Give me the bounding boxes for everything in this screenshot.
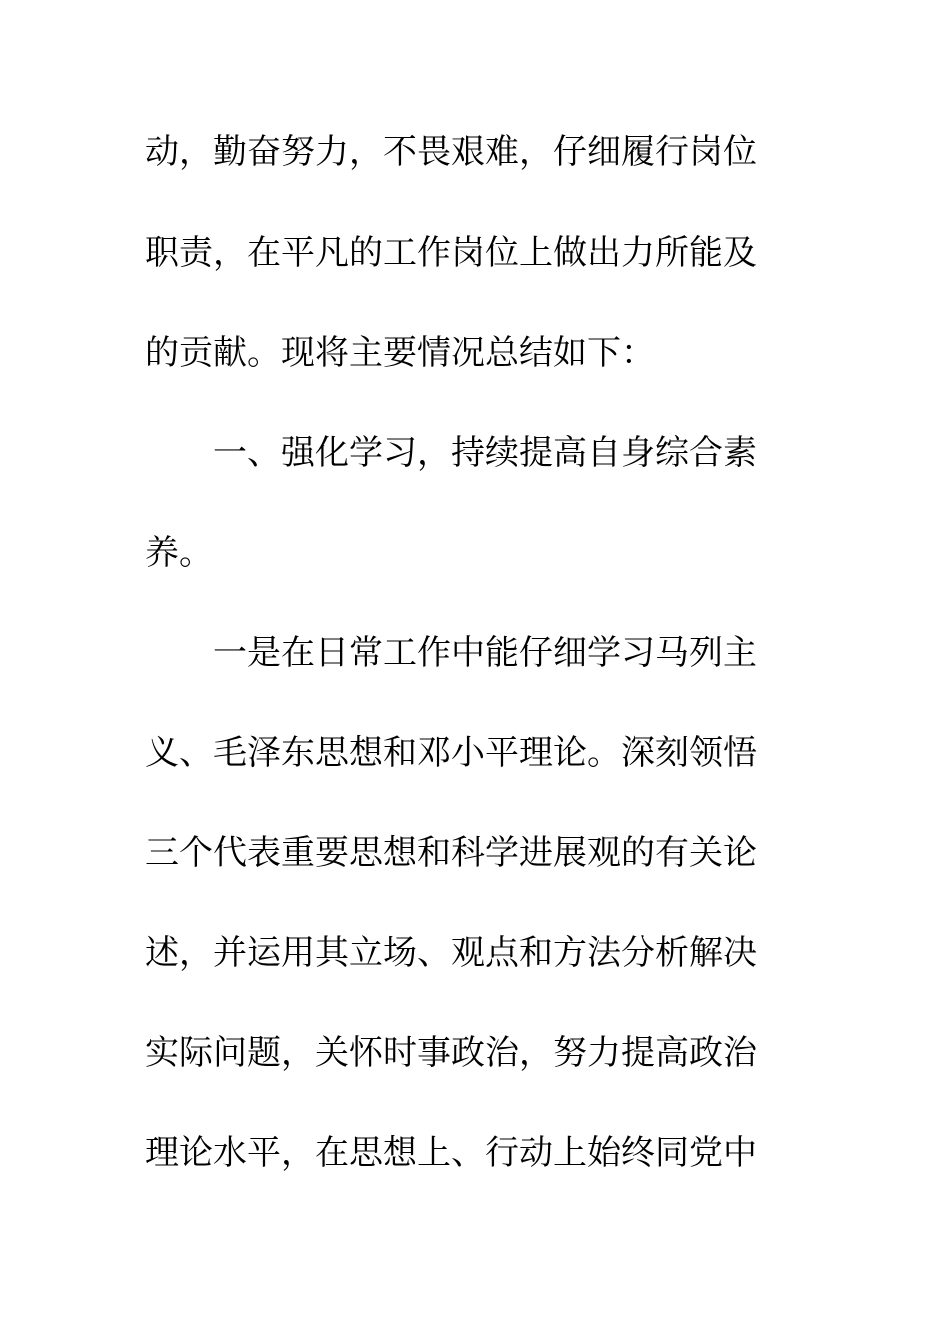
text-line: 的贡献。现将主要情况总结如下：: [145, 333, 655, 373]
text-line: 动，勤奋努力，不畏艰难，仔细履行岗位: [145, 132, 757, 172]
text-line: 三个代表重要思想和科学进展观的有关论: [145, 833, 757, 873]
text-line: 述，并运用其立场、观点和方法分析解决: [145, 933, 757, 973]
text-line: 义、毛泽东思想和邓小平理论。深刻领悟: [145, 733, 757, 773]
text-line: 一是在日常工作中能仔细学习马列主: [145, 633, 757, 673]
text-line: 养。: [145, 533, 213, 573]
text-line: 理论水平，在思想上、行动上始终同党中: [145, 1133, 757, 1173]
section-heading: 一、强化学习，持续提高自身综合素: [145, 433, 757, 473]
text-line: 职责，在平凡的工作岗位上做出力所能及: [145, 233, 757, 273]
text-line: 实际问题，关怀时事政治，努力提高政治: [145, 1033, 757, 1073]
